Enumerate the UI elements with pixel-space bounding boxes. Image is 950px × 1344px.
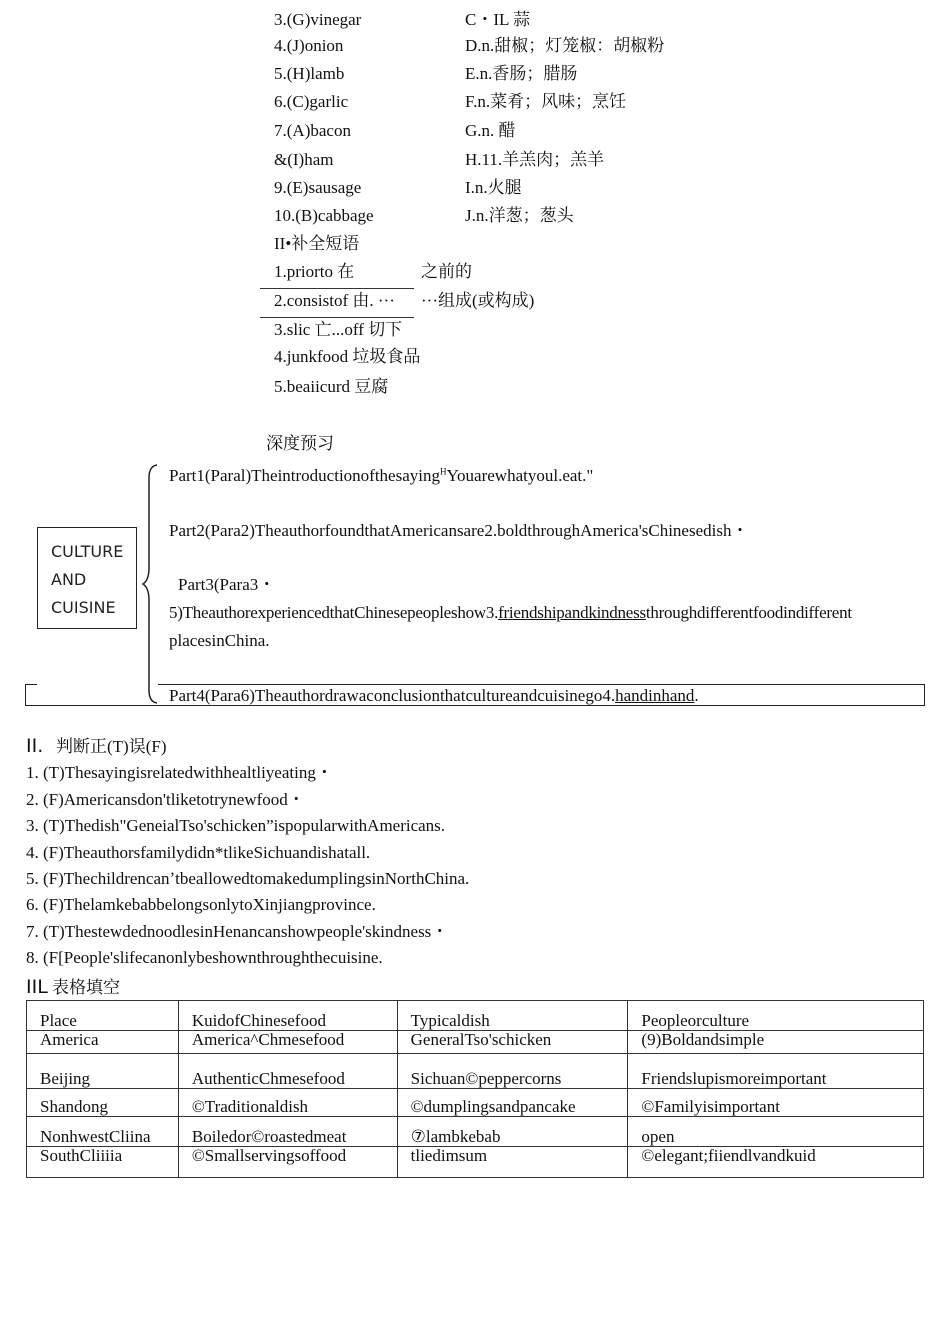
part3-text-end: placesinChina. [169, 631, 270, 650]
deep-preview-heading: 深度预习 [266, 434, 334, 453]
phrases-heading: II•补全短语 [274, 234, 360, 253]
curly-brace-icon [140, 462, 160, 706]
table-cell: NonhwestCliina [27, 1117, 179, 1147]
vocab-en: 9.(E)sausage [274, 178, 362, 197]
phrase-left: 4.junkfood 垃圾食品 [274, 347, 421, 366]
vocab-cn: H.11.羊羔肉；羔羊 [465, 150, 605, 169]
tf-item: 4. (F)Theauthorsfamilydidn*tlikeSichuandishatall. [26, 843, 371, 862]
box-line: AND [51, 570, 87, 589]
vocab-cn: J.n.洋葱；葱头 [465, 206, 574, 225]
table-row [27, 1089, 924, 1117]
table-cell: ©Familyisimportant [628, 1089, 924, 1117]
box-line: CULTURE [51, 542, 124, 561]
part2-text: Part2(Para2)TheauthorfoundthatAmericansare2.boldthroughAmerica'sChinesedish・ [169, 521, 749, 540]
vocab-cn: I.n.火腿 [465, 178, 522, 197]
table-cell: America^Chmesefood [178, 1031, 397, 1054]
part3-text: Part3(Para3・ [178, 575, 276, 594]
phrase-left: 5.beaiicurd 豆腐 [274, 377, 389, 396]
table-row [27, 1001, 924, 1031]
culture-cuisine-box [37, 527, 137, 629]
table-cell: America [27, 1031, 179, 1054]
part1-text: Part1(Paral)Theintroductionofthesaying$^H$Youarewhatyoul.eat." [169, 466, 594, 485]
tf-item: 6. (F)ThelamkebabbelongsonlytoXinjiangprovince. [26, 895, 376, 914]
table-cell: Shandong [27, 1089, 179, 1117]
phrase-right: ···组成(或构成) [421, 291, 535, 310]
table-cell: AuthenticChmesefood [178, 1054, 397, 1089]
table-row [27, 1031, 924, 1054]
table-cell: Beijing [27, 1054, 179, 1089]
table-row [27, 1147, 924, 1178]
vocab-cn: F.n.菜肴；风味；烹饪 [465, 92, 627, 111]
table-cell: ©elegant;fiiendlvandkuid [628, 1147, 924, 1178]
box-line: CUISINE [51, 598, 116, 617]
table-cell: tliedimsum [397, 1147, 628, 1178]
table-header-cell: Typicaldish [397, 1001, 628, 1031]
table-header-cell: Place [27, 1001, 179, 1031]
table-row [27, 1117, 924, 1147]
tf-item: 5. (F)ThechildrencanʼtbeallowedtomakedumplingsinNorthChina. [26, 869, 470, 888]
tf-item: 1. (T)Thesayingisrelatedwithhealtliyeating・ [26, 763, 333, 782]
vocab-en: 10.(B)cabbage [274, 206, 374, 225]
table-cell: Sichuan©peppercorns [397, 1054, 628, 1089]
phrase-left: 2.consistof 由. ··· [274, 291, 395, 310]
part4-frame-top [25, 684, 37, 685]
table-cell: ©dumplingsandpancake [397, 1089, 628, 1117]
table-cell: open [628, 1117, 924, 1147]
tf-item: 8. (F[People'slifecanonlybeshownthroughthecuisine. [26, 948, 383, 967]
part4-frame-top [158, 684, 924, 685]
tf-item: 7. (T)ThestewdednoodlesinHenancanshowpeople'skindness・ [26, 922, 449, 941]
table-cell: SouthCliiiia [27, 1147, 179, 1178]
vocab-en: 5.(H)lamb [274, 64, 345, 83]
table-cell: GeneralTso'schicken [397, 1031, 628, 1054]
vocab-cn: C・IL 蒜 [465, 10, 531, 29]
table-cell: ©Smallservingsoffood [178, 1147, 397, 1178]
table-header-cell: Peopleorculture [628, 1001, 924, 1031]
vocab-cn: D.n.甜椒；灯笼椒：胡椒粉 [465, 36, 665, 55]
vocab-cn: E.n.香肠；腊肠 [465, 64, 578, 83]
phrase-divider [260, 317, 414, 318]
phrase-right: 之前的 [421, 262, 472, 281]
part4-text: Part4(Para6)Theauthordrawaconclusionthatcultureandcuisinego4.handinhand. [169, 686, 699, 705]
table-cell: Boiledor©roastedmeat [178, 1117, 397, 1147]
vocab-cn: G.n. 醋 [465, 121, 516, 140]
vocab-en: &(I)ham [274, 150, 334, 169]
vocab-en: 4.(J)onion [274, 36, 344, 55]
table-cell: ©Traditionaldish [178, 1089, 397, 1117]
table-cell: ⑦lambkebab [397, 1117, 628, 1147]
table-row [27, 1054, 924, 1089]
tf-item: 2. (F)Americansdon'tliketotrynewfood・ [26, 790, 305, 809]
table-cell: Friendslupismoreimportant [628, 1054, 924, 1089]
part3-text-cont: 5)TheauthorexperiencedthatChinesepeopleshow3.friendshipandkindnessthroughdifferentfoodindifferent [169, 603, 852, 622]
phrase-left: 1.priorto 在 [274, 262, 355, 281]
table-cell: (9)Boldandsimple [628, 1031, 924, 1054]
tf-item: 3. (T)Thedish"GeneialTso'schicken”ispopularwithAmericans. [26, 816, 446, 835]
phrase-left: 3.slic 亡...off 切下 [274, 320, 403, 339]
phrase-divider [260, 288, 414, 289]
fill-table [26, 1000, 924, 1178]
vocab-en: 6.(C)garlic [274, 92, 349, 111]
tf-heading: II. 判断正(T)误(F) [26, 735, 167, 757]
vocab-en: 7.(A)bacon [274, 121, 351, 140]
table-heading: IIL 表格填空 [26, 976, 121, 998]
table-header-cell: KuidofChinesefood [178, 1001, 397, 1031]
vocab-en: 3.(G)vinegar [274, 10, 362, 29]
